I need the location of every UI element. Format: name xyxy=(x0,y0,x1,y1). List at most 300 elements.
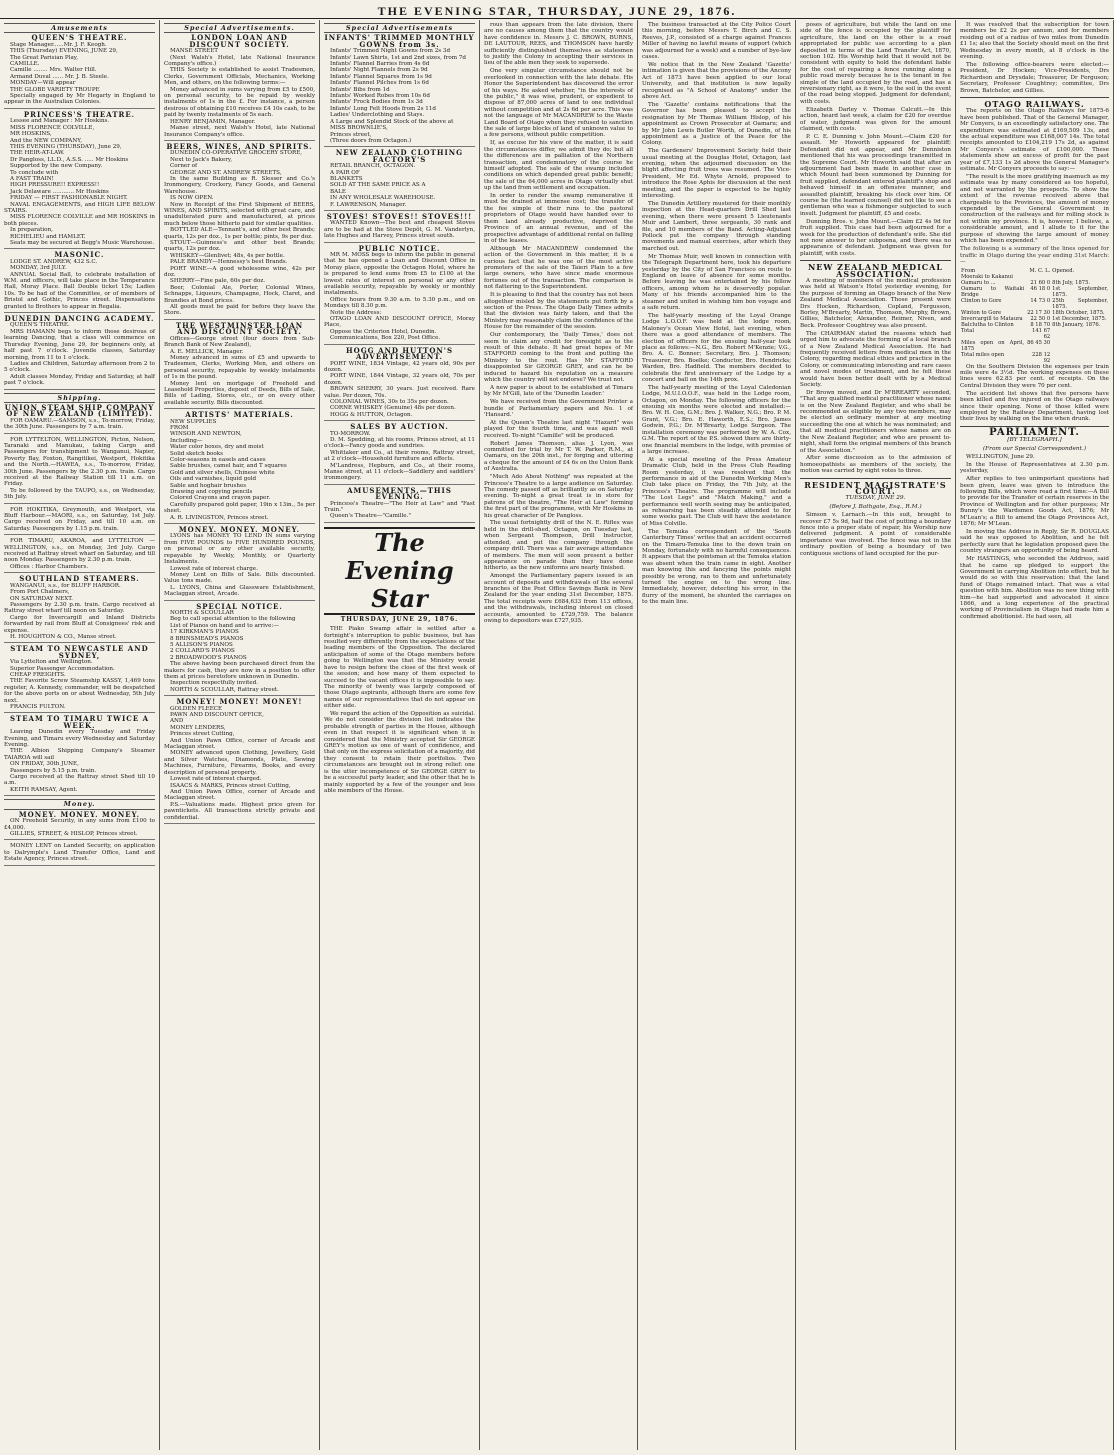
ad-title: SALES BY AUCTION. xyxy=(350,422,449,432)
ad-line: Dr Pangloss, LL.D., A.S.S. ..... Mr Hoskins xyxy=(10,156,129,163)
court-paragraph: poses of agriculture, but while the land on one side of the fence is occupied by the plaintiff for agriculture, the land on the other is a road appropriated for public use according to a plan deposited in terms of the Land Transfer Act, 1870, section 102. His Worship held that it would not be consistent with equity to hold the defendant liable for the cost of repairing a fence running along a public road merely because he is the tenant in fee simple of the land occupied by the road, and has a reversionary right, as it were, to the soil in the event of the road being stopped. Judgment for defendant, with costs. xyxy=(800,22,951,105)
money-ad xyxy=(4,809,155,841)
section-head-special-ads-2: Special Advertisements xyxy=(324,23,475,33)
court-report-continued xyxy=(800,22,951,257)
news-paragraph: The Dunedin Artillery mustered for their monthly inspection at the Head-quarters Drill Shed last evening, when there were present 5 Lieutenants Muir and Lambert, three sergeants, 30 rank and file, and 10 members of the Band. Acting-Adjutant Pollock put the company through standing movements and manual exercises, after which they marched out. xyxy=(642,200,791,252)
ad-title: STEAM TO NEWCASTLE AND SYDNEY, xyxy=(10,644,149,660)
table-cell: 25th September, 1875. xyxy=(1052,297,1108,310)
otago-railways-article-2 xyxy=(960,364,1109,423)
court-paragraph: P. C. E. Dunning v. John Mount.—Claim £20 for assault. Mr Howorth appeared for plaintiff; Defendant did not appear, and Mr Denniston mentioned that his was proceedings transmitted in the Supreme Court. Mr Howorth said that after an adjournment had been made in another case in which Mount had been summoned by Dunning for fruit supplied, defendant entered plaintiff's shop and behaved himself in an offensive manner, and assaulted plaintiff, breaking his clock over him. Of course he (the learned counsel) did not like to see a gentleman who was a fishmonger subjected to such insult. Judgment for plaintiff, £5 and costs. xyxy=(800,133,951,217)
ad-line: H. HOUGHTON & CO., Manse street. xyxy=(10,633,117,640)
special-ads-1 xyxy=(164,35,315,824)
shipping-ad xyxy=(4,507,155,536)
news-paragraph: At a special meeting of the Press Amateur Dramatic Club, held in the Press Club Reading Room yesterday, it was resolved that the performance in aid of the Dunedin Working Men's Club take place on Friday, the 7th July, at the Princess's Theatre. The programme will include "The Lost Legs" and "Match Making," and a performance well worth seeing may be anticipated, as rehearsing has been steadily attended to for some weeks past. The Club will have the assistance of Miss Colville. xyxy=(642,456,791,527)
ad-line: Oppose the Criterion Hotel, Dunedin. xyxy=(330,328,437,335)
ad-line: Beer, Colonial Ale, Porter, Colonial Wines, Schnapps, Liqueurs, Champagne, Hock, Claret, and Brandies at Bond prices. xyxy=(164,284,315,304)
ad-title: MONEY! MONEY! MONEY! xyxy=(176,697,303,707)
article-paragraph: In the House of Representatives at 2.30 p.m. yesterday, xyxy=(960,461,1109,475)
ad-line: To be followed by the TAUPO, s.s., on Wednesday, 5th July. xyxy=(4,487,155,501)
table-cell: 228 12 92 xyxy=(1032,351,1051,364)
section-head-money: Money. xyxy=(4,799,155,809)
ad-line: DUNEDIN CO-OPERATIVE GROCERY STORE, xyxy=(170,150,303,157)
ad-line: Next to Jack's Bakery, xyxy=(170,156,233,163)
article-paragraph: The following office-bearers were elected:—President, Dr Hocken; Vice-Presidents, Drs Richardson and Drysdale; Treasurer, Dr Ferguson; Secretary, Professor Coughtrey; committee, Drs Brown, Batchelor, and Gillies. xyxy=(960,61,1109,94)
ad-title: STOVES! STOVES!! STOVES!!! xyxy=(326,211,473,221)
ad-line: MANSE STREET xyxy=(170,48,219,55)
shipping-ad xyxy=(4,576,155,643)
ad-line: PORT WINE, 1844 Vintage, 32 years old, 70s per dozen. xyxy=(324,373,475,386)
ad-line: 17 KIRKMAN'S PIANOS xyxy=(170,629,239,636)
ad-line: Water color boxes, dry and moist xyxy=(170,444,264,451)
article-paragraph: Our contemporary, the 'Daily Times,' does not seem to claim any credit for foresight as to the result of this debate. It had great hopes of Mr STAFFORD coming to the front and putting the Ministry to the rout. Has Mr STAFFORD disappointed Sir GEORGE GREY, and can he be induced to hazard his reputation on a measure which the country will not endorse? We trust not. xyxy=(484,332,633,383)
article-paragraph: Robert James Thomson, alias J. Lyon, was committed for trial by Mr T. W. Parker, R.M., at Oamaru, on the 20th inst., for forging and uttering a cheque for the amount of £4 6s on the Union Bank of Australia. xyxy=(484,440,633,473)
medical-association-continued xyxy=(960,22,1109,94)
ad-line: Stage Manager......Mr. J. F. Keogh. xyxy=(10,41,107,48)
special-ad xyxy=(324,243,475,345)
ad-line: Armand Duval ...... Mr. J. B. Steele. xyxy=(10,73,109,80)
ad-title: THE WESTMINSTER LOAN AND DISCOUNT SOCIETY. xyxy=(175,320,304,337)
news-paragraph: The half-yearly meeting of the Loyal Orange Lodge L.O.O.F. was held at the lodge room, Maloney's Ocean View Hotel, last evening, when there was a good attendance of members. The election of officers for the ensuing half-year took place as follows:—N.G., Bro. Robert M'Kenzie; V.G., Bro. A. C. Bonner; Secretary, Bro. J. Thomson; Treasurer, Bro. Boelke; Conductor, Bro. Hendricks; Warden, Bro. Hadfield. The members decided to celebrate the first anniversary of the Lodge by a concert and ball on the 14th prox. xyxy=(642,312,791,383)
ad-line: STOUT—Guinness's and other best Brands; quarts, 12s per doz. xyxy=(164,240,315,253)
masthead-title: THE EVENING STAR, THURSDAY, JUNE 29, 1876. xyxy=(377,4,737,18)
column-4 xyxy=(480,20,638,1450)
ad-line: Office hours from 9.30 a.m. to 5.30 p.m., and on Mondays till 8.30 p.m. xyxy=(324,296,475,310)
ad-line: Offices—George street (four doors from Sub-Branch Bank of New Zealand), xyxy=(164,335,315,349)
special-ad xyxy=(324,150,475,211)
ad-line: FROM xyxy=(170,424,189,431)
ad-line: WANGANUI, s.s., for BLUFF HARBOR. xyxy=(10,582,121,589)
special-ad xyxy=(324,345,475,421)
amusement-ad xyxy=(4,316,155,389)
ad-title: STEAM TO TIMARU TWICE A WEEK. xyxy=(9,714,150,730)
ad-line: A FAST TRAIN! xyxy=(10,175,54,182)
ad-line: WANTED Known—The best and cheapest Stoves are to be had at the Stove Depôt, G. M. Vanderlyn, late Hughes and Harvey, Princes street south. xyxy=(324,220,475,240)
ad-line: THIS EVENING (THURSDAY), June 29, xyxy=(10,143,122,150)
article-paragraph: It was resolved that the subscription for town members be £2 2s per annum, and for members residing out of a radius of two miles from Dunedin £1 1s; also that the Society should meet on the first Wednesday in every month, at 8 o'clock in the evening. xyxy=(960,22,1109,61)
ad-line: Solid sketch books xyxy=(170,450,224,457)
ad-line: WINSOR AND NEWTON, xyxy=(170,431,242,438)
table-cell: Oamaru to ... xyxy=(961,279,996,286)
ad-line: BLANKETS xyxy=(330,175,363,182)
ad-line: F. LAWRENSON, Manager. xyxy=(330,201,407,208)
ad-line: Princes street Cutting, xyxy=(170,731,235,738)
ad-line: Whittaker and Co., at their rooms, Rattray street, at 2 o'clock—Household furniture and effects. xyxy=(324,449,475,463)
court-paragraph: Dunning Bros. v. John Mount.—Claim £2 4s 9d for fruit supplied. This case had been adjourned for a week for the production of defendant's wife. She did not now answer to her subpoena, and there was no appearance of defendant. Judgment was given for plaintiff, with costs. xyxy=(800,218,951,257)
ad-line: Lowest rate of interest charge. xyxy=(170,565,258,572)
news-paragraph: The Temuka correspondent of the 'South Canterbury Times' writes that an accident occurred on the Timaru-Temuka line to the down train on Monday, fortunately with no harmful consequences. It appears that the pointsman at the Temuka station was absent when the train came in sight. Another man knowing this and fancying the points might possibly be wrong, ran to them and unfortunately turned the engine on to the wrong line. Immediately, however, detecting his error, in the flurry of the moment, he shunted the carriages on to the main line. xyxy=(642,528,791,606)
article-paragraph: A new paper is about to be established at Timaru by Mr M'Gill, late of the 'Dunedin Leader.' xyxy=(484,384,633,398)
ad-line: ON SATURDAY NEXT. xyxy=(10,595,73,602)
ad-line: The Great Parisian Play, xyxy=(10,54,79,61)
ad-line: CHEAP FREIGHTS. xyxy=(10,671,66,678)
article-paragraph: After replies to two unimportant questions had been given, leave was given to introduce the following Bills, which were read a first time:—A Bill to provide for the Transfer of certain reserves in the Province of Wellington and for other purposes; Mr Bunny's the Wardsmen Goods Act, 1876; Mr M'Lean's; a Bill to amend the Otago Provinces Act, 1876; Mr M'Lean. xyxy=(960,476,1109,528)
ad-line: Money lent on mortgage of Freehold and Leasehold Properties, deposit of Deeds, Bills of Sale, Bills of Lading, Stores, etc., or on every other available security. Bills discounted. xyxy=(164,380,315,406)
ad-line: Lowest rate of interest charged. xyxy=(170,776,262,783)
article-paragraph: The accident list shows that five persons have been killed and five injured on the Otago railways since their opening. None of those killed were employed by the Railway Department, having lost their lives by walking on the line when drunk. xyxy=(960,390,1109,423)
section-head-shipping: Shipping. xyxy=(4,393,155,403)
ad-line: THIS Society is established to assist Tradesmen, Clerks, Government Officials, Mechanics, Working Men, and others, on the following terms:— xyxy=(164,67,315,87)
shipping-ad xyxy=(4,402,155,434)
ad-line: 2 BROADWOOD'S PIANOS xyxy=(170,654,247,661)
ad-title: INFANTS' TRIMMED MONTHLY GOWNS from 3s. xyxy=(324,33,475,49)
ad-line: HIGH PRESSURE!! EXPRESS!! xyxy=(10,182,100,189)
ad-line: Seats may be secured at Begg's Music Warehouse. xyxy=(10,240,155,246)
table-row xyxy=(960,322,1109,328)
table-cell xyxy=(1051,352,1109,364)
table-cell: Miles open on April, 1875 xyxy=(961,339,1025,352)
ad-line: Superior Passenger Accommodation. xyxy=(10,665,115,672)
amusement-ad xyxy=(4,35,155,108)
special-ad xyxy=(324,485,475,523)
ad-line: Cargo for Invercargill and Inland Districts forwarded by rail from Bluff at Consignees' risk and expense. xyxy=(4,614,155,634)
ad-line: MONEY LENDERS, xyxy=(170,724,226,731)
table-cell: Total xyxy=(961,327,975,334)
local-news xyxy=(642,22,791,606)
ad-line: RETAIL BRANCH, OCTAGON. xyxy=(330,163,416,170)
amusements-ads xyxy=(4,35,155,389)
ad-line: Jack Delaware ............ Mr Hoskins xyxy=(10,188,109,195)
ad-line: MISS FLORENCE COLVILLE, xyxy=(10,124,95,131)
ad-line: TO-MORROW. xyxy=(330,430,371,437)
ad-line: All goods must be paid for before they leave the Store. xyxy=(164,304,315,317)
rm-court-date: TUESDAY, JUNE 29. xyxy=(845,495,906,502)
ad-title: UNION STEAM SHIP COMPANY OF NEW ZEALAND (LIMITED). xyxy=(4,402,155,419)
ad-line: And the NEW COMPANY, xyxy=(10,137,82,144)
shipping-ad xyxy=(4,716,155,796)
special-ad xyxy=(324,211,475,243)
ad-line: Supported by the new Company. xyxy=(10,163,103,170)
table-cell: Winton to Gore xyxy=(961,309,1002,316)
ad-line: MISS FLORENCE COLVILLE and MR HOSKINS in both pieces. xyxy=(4,214,155,227)
table-cell: From xyxy=(961,267,976,274)
ad-line: WHISKEY—Glenlivet; 48s, 4s per bottle. xyxy=(170,252,285,259)
news-paragraph: The business transacted at the City Police Court this morning, before Messrs T. Birch and C. S. Reeves, J.P., consisted of a charge against Frances Miller of having no lawful means of support (which was adjourned for a week) and a number of bye-law cases. xyxy=(642,22,791,61)
ad-line: GILLIES, STREET, & HISLOP, Princes street. xyxy=(10,830,138,837)
medical-association-article xyxy=(800,278,951,475)
ad-line: Infants' Flannel Squares from 1s 9d xyxy=(330,73,432,80)
ad-line: MR HOSKINS, xyxy=(10,131,52,138)
ad-line: A. E. MELLICK, Manager. xyxy=(170,348,244,355)
ad-title: PRINCESS'S THEATRE. xyxy=(23,109,136,119)
column-5 xyxy=(638,20,796,1450)
column-2 xyxy=(160,20,320,1450)
money-ads xyxy=(4,809,155,866)
section-head-amusements: Amusements xyxy=(4,23,155,33)
article-paragraph: At the Queen's Theatre last night "Hazard" was played for the fourth time, and was again well received. To-night "Camille" will be produced. xyxy=(484,419,633,439)
parliament-headline: PARLIAMENT. xyxy=(989,426,1080,438)
ad-line: PALE BRANDY—Hennessy's best Brands. xyxy=(170,259,288,266)
ad-line: QUEEN'S THEATRE. xyxy=(10,322,70,329)
ad-line: ON Freehold Security, in any sums from £100 to £4,000. xyxy=(4,818,155,831)
table-row xyxy=(960,310,1109,316)
article-paragraph: Dr Brown moved, and Dr M'BREARTY seconded, "That any qualified medical practitioner whose name is on the New Zealand Register, and who shall be recommended as eligible by any two members, may be elected an ordinary member at any meeting succeeding the one at which he was nominated; and that all medical practitioners whose names are on the New Zealand Register, and who are present to-night, shall form the original members of this branch of the Association." xyxy=(800,389,951,454)
table-row xyxy=(960,298,1109,310)
ad-line: Princess's Theatre—"The Heir at Law" and "Fast Train." xyxy=(324,500,475,514)
ad-line: A Large and Splendid Stock of the above at xyxy=(330,118,454,125)
ad-line: Corner of xyxy=(170,163,198,170)
ad-line: Sable and hoghair brushes xyxy=(170,482,247,489)
ad-line: Beg to call special attention to the following xyxy=(170,616,296,623)
ad-line: CORNE WHISKEY (Genuine) 48s per dozen. xyxy=(330,405,456,412)
ad-line: Infants' Trimmed Night Gowns from 2s 3d xyxy=(330,48,451,55)
shipping-ad xyxy=(4,646,155,713)
ad-line: Including— xyxy=(170,437,203,444)
table-cell: Clinton to Gore xyxy=(961,297,1002,304)
court-paragraph: Elizabeth Darley v. Thomas Calcutt.—In this action, heard last week, a claim for £20 for overdue of water, judgment was given for the amount claimed, with costs. xyxy=(800,106,951,132)
table-row xyxy=(960,316,1109,322)
news-paragraph: Mr Thomas Muir, well known in connection with the Telegraph Department here, took his departure yesterday by the City of San Francisco on route to England on leave of absence for some months. Before leaving he was entertained by his fellow officers, among whom he is deservedly popular. Many of his friends accompanied him to the steamer and united in wishing him bon voyage and a safe return. xyxy=(642,253,791,311)
ad-line: Camille ........ Mrs. Walter Hill. xyxy=(10,67,97,74)
table-cell: 18th October, 1875. xyxy=(1052,309,1105,316)
ad-line: 2 COLLARD'S PIANOS xyxy=(170,648,235,655)
ad-line: NAVAL ENGAGEMENTS, and HIGH LIFE BELOW STAIRS. xyxy=(4,201,155,214)
ad-line: GOLDEN FLEECE xyxy=(170,705,223,712)
special-ad xyxy=(164,527,315,600)
ad-line: ANNUAL Social Ball, to celebrate installation of W.M. and officers, will take place in the Temperance Hall, Moray Place. Ball Double ticket 15s; Ladies 10s. To be had of the Committee, or of members of Bristol and Gothic, Princes street. Dispensations granted to Brothers to appear in Regalia. xyxy=(4,271,155,310)
ad-line: 8 BRINSMEAD'S PIANOS xyxy=(170,635,244,642)
table-row xyxy=(960,352,1109,364)
ad-line: Infants' Bibs from 1d xyxy=(330,86,390,93)
ad-line: BROWN SHERRY, 30 years. Just received. Rare value. Per dozen, 70s. xyxy=(324,386,475,399)
railway-table-intro: The following is a summary of the lines opened for traffic in Otago during the year ending 31st March:— xyxy=(960,246,1109,266)
medical-association-headline: NEW ZEALAND MEDICAL ASSOCIATION. xyxy=(807,262,944,279)
table-cell xyxy=(1051,328,1109,340)
table-cell: 8 18 70 xyxy=(1030,321,1051,328)
ad-title: PUBLIC NOTICE. xyxy=(358,243,441,253)
ad-title: SPECIAL NOTICE. xyxy=(196,601,283,611)
ad-line: Specially engaged by Mr Hegarty in England to appear in the Australian Colonies. xyxy=(4,93,155,106)
ad-line: CAMILLE. xyxy=(10,61,40,68)
ad-title: SOUTHLAND STEAMERS. xyxy=(19,574,140,584)
ad-line: THE GLOBE VARIETY TROUPE xyxy=(10,86,100,93)
ad-title: NEW ZEALAND CLOTHING FACTORY'S xyxy=(335,148,464,164)
ad-line: Passengers by 5.15 p.m. train. xyxy=(10,767,97,774)
ad-line: OTAGO LOAN AND DISCOUNT OFFICE, Moray Place, xyxy=(324,316,475,329)
shipping-ads xyxy=(4,402,155,796)
article-paragraph: If, as excuse for his view of the matter, it is said the circumstances differ, we admit they do; but all the differences are in palliation of the Northern transaction, and condemnatory of the course he himself adopted. The sale of the swamp included conditions on which depended great public benefit; the sale of the 64,000 acres in Otago virtually shut up the land from settlement and occupation. xyxy=(484,140,633,192)
ad-line: Queen's Theatre—"Camille." xyxy=(330,513,411,520)
table-cell: 8th July, 1875. xyxy=(1052,279,1091,286)
article-paragraph: "The result is the more gratifying inasmuch as my estimate was by many considered as too hopeful, and not warranted by the prospects. To show the extent of the revenue received above that chargeable to the Provinces, the amount of money expended by the General Government in construction of the railways and for rolling stock is not within my province. It is, however, I believe, a considerable amount, and I allude to it for the purpose of showing the large amount of money which has been expended." xyxy=(960,173,1109,244)
article-paragraph: The CHAIRMAN stated the reasons which had urged him to advocate the forming of a local branch of a New Zealand Medical Association. He had frequently received letters from medical men in the Colony, regarding medical ethics and practice in the Colony, or communicating interesting and rare cases and novel modes of treatment, and he felt these would have been better dealt with by a Medical Society. xyxy=(800,330,951,388)
leader-article xyxy=(324,626,475,794)
ad-line: SHERRY—Fine pale, 60s per doz. xyxy=(170,278,266,285)
table-cell: M. C. L. xyxy=(1029,267,1051,274)
table-cell: Oamaru to Waitaki Bridge xyxy=(961,285,1025,298)
special-ad xyxy=(164,699,315,824)
rm-court-magistrate: (Before J. Bathgate, Esq., R.M.) xyxy=(829,503,922,510)
ad-line: Sable brushes, camel hair, and T squares xyxy=(170,463,287,470)
ad-line: Cargo received at the Rattray street Shed till 10 a.m. xyxy=(4,774,155,787)
ad-line: IS NOW OPEN. xyxy=(170,195,214,202)
ad-line: HOGG & HUTTON, Octagon. xyxy=(330,411,413,418)
parliament-telegraph: [BY TELEGRAPH.] xyxy=(1007,437,1062,444)
table-cell: 46 18 0 xyxy=(1030,285,1051,292)
table-cell: Opened. xyxy=(1052,267,1075,274)
newspaper-nameplate: The Evening Star xyxy=(324,527,475,615)
ad-line: To conclude with xyxy=(10,169,59,176)
article-paragraph: THE Piako Swamp affair is settled after a fortnight's interruption to public business, but has resulted very differently from the expectations of the leading members of the Opposition. The declared anticipation of some of the Otago members before going to Wellington was that the Ministry would have to resign before the close of the first week of the session; and how many of them expected to succeed to the vacant offices it is impossible to say. The minority of twenty was largely composed of those Otago aspirants, although there are some few names of our representatives that do not appear on either side. xyxy=(324,626,475,710)
ad-line: Inspection respectfully invited. xyxy=(170,680,259,687)
ad-line: (Three doors from Octagon.) xyxy=(330,137,412,144)
table-row xyxy=(960,286,1109,298)
ad-line: P.S.—Valuations made. Highest price given for pawntickets. All transactions strictly private and confidential. xyxy=(164,801,315,821)
ad-line: (Next Walsh's Hotel, late National Insurance Company's office.) xyxy=(164,54,315,68)
table-cell: Invercargill to Mataura xyxy=(961,315,1023,322)
money-ad xyxy=(4,843,155,865)
article-paragraph: Although Mr MACANDREW condemned the action of the Government in this matter, it is a curious fact that he was one of the most active promoters of the sale of the Taieri Plain to a few large owners, who have since made enormous fortunes out of the transaction. The comparison is not flattering to the Superintendent. xyxy=(484,245,633,291)
ad-line: BALE xyxy=(330,188,346,195)
ad-line: AND xyxy=(170,718,184,725)
ad-line: FOR LYTTELTON, WELLINGTON, Picton, Nelson, Taranaki and Manukau, taking Cargo and Passengers for transhipment to Wanganui, Napier, Poverty Bay, Foxton, Rangitikei, Westport, Hokitika and the North.—HAWEA, s.s., To-morrow, Friday, 30th June. Passengers by the 2.30 p.m. train. Cargo received at the Railway Station till 11 a.m. on Friday. xyxy=(4,436,155,488)
column-7 xyxy=(956,20,1114,1450)
special-ad xyxy=(164,35,315,141)
parliament-article xyxy=(960,454,1109,620)
ad-line: Gold and silver shells, Chinese white xyxy=(170,469,275,476)
ad-line: Lessee and Manager : Mr Hoskins. xyxy=(10,118,110,125)
ad-line: THE Favorite Screw Steamship KASSY, 1,469 tons register, A. Kennedy, commander, will be despatched for the above ports on or about Wednesday, 5th July next. xyxy=(4,678,155,704)
rm-court-headline: RESIDENT MAGISTRATE'S COURT. xyxy=(804,479,947,497)
amusement-ad xyxy=(4,109,155,250)
ad-line: LODGE ST. ANDREW, 432 S.C. xyxy=(10,258,98,265)
ad-line: Colored Crayons and crayon paper. xyxy=(170,495,271,502)
article-paragraph: After some discussion as to the admission of homoeopathists as members of the society, the motion was carried by eight votes to three. xyxy=(800,455,951,475)
ad-line: FRANCIS FULTON. xyxy=(10,704,66,710)
article-paragraph: It is pleasing to find that the country has not been altogether misled by the statements put forth by a section of the Press. The Otago Daily Times admits that the division was fairly taken, and that the Ministry may reasonably claim the confidence of the House for the remainder of the session. xyxy=(484,292,634,331)
ad-line: MONDAY—Will appear xyxy=(10,80,76,87)
ad-line: Leaving Dunedin every Tuesday and Friday Evening, and Timaru every Wednesday and Saturday Evening. xyxy=(4,729,155,749)
ad-line: PORT WINE, 1834 Vintage, 42 years old, 90s per dozen. xyxy=(324,360,475,373)
ad-line: FOR TIMARU, AKAROA, and LYTTELTON — WELLINGTON, s.s., on Monday, 3rd July. Cargo received at Rattray street wharf on Saturday, and till noon Monday. Passengers by 2.30 p.m. train. xyxy=(4,538,155,564)
ad-line: FRIDAY — FIRST FASHIONABLE NIGHT. xyxy=(10,195,128,202)
ad-line: Manse street, next Walsh's Hotel, late National Insurance Company's office. xyxy=(164,125,315,138)
article-paragraph: "Much Ado About Nothing" was repeated at the Princess's Theatre to a large audience on Saturday. The comedy passed off as brilliantly as on Saturday evening. To-night a great treat is in store for patrons of the theatre, "The Heir at Law" forming the first part of the programme, with Mr Hoskins in his great character of Dr Pangloss. xyxy=(484,474,633,519)
ad-title: DUNEDIN DANCING ACADEMY. xyxy=(4,314,155,324)
table-cell: 1st September, 1875. xyxy=(1052,285,1108,298)
ad-line: A PAIR OF xyxy=(330,169,360,176)
ad-line: SOLD AT THE SAME PRICE AS A xyxy=(330,182,426,189)
parliament-correspondent: (From our Special Correspondent.) xyxy=(982,445,1087,452)
table-cell: 22 17 30 xyxy=(1027,309,1051,316)
article-paragraph: The usual fortnightly drill of the N. E. Rifles was held in the drill-shed, Octagon, on Tuesday last, when Sergeant Thompson, Drill Instructor, attended, and put the company through the company drill. There was a fair average attendance of members. The men will soon present a better appearance on parade than they have done hitherto, as the new uniforms are nearly finished. xyxy=(484,520,633,572)
ad-line: Money advanced in sums of £5 and upwards to Tradesmen, Clerks, Working Men, and others on personal security, repayable by weekly instalments of 1s in the pound. xyxy=(164,354,315,381)
ad-title: HOGG AND HUTTON'S ADVERTISEMENT. xyxy=(345,345,454,362)
shipping-ad xyxy=(4,538,155,573)
ad-line: In preparation, xyxy=(10,227,53,234)
ad-line: MISS BROWNLIE'S, xyxy=(330,125,388,132)
ad-line: RICHELIEU and HAMLET. xyxy=(10,233,86,240)
ad-line: M'Landress, Hepburn, and Co., at their rooms, Manse street, at 11 o'clock—Saddlery and saddlers' ironmongery. xyxy=(324,462,475,482)
ad-title: ARTISTS' MATERIALS. xyxy=(185,410,294,420)
table-row xyxy=(960,328,1109,340)
table-cell xyxy=(1051,340,1109,352)
ad-line: The above having been purchased direct from the makers for cash, they are now in a position to offer them at prices heretofore unknown in Dunedin. xyxy=(164,661,315,680)
ad-line: HENRY BENJAMIN, Manager. xyxy=(170,118,256,125)
ad-line: Color-seasons in easels and cases xyxy=(170,457,266,463)
article-paragraph: Amongst the Parliamentary papers issued is an account of deposits and withdrawals of the several branches of the Post Office Savings Bank in New Zealand for the year ending 31st December, 1875. The total receipts were £684,633 from 113 offices, and the withdrawals, including interest on closed accounts, amounted to £729,759. The balance owing to depositors was £727,935. xyxy=(484,573,633,625)
article-paragraph: On the Southern Division the expenses per train mile were 4s 3½d. The working expenses on these lines were 62.83 per cent. of receipts. On the Central Division they were 70 per cent. xyxy=(960,363,1109,389)
table-cell: 141 67 62 xyxy=(1032,327,1051,340)
special-ad xyxy=(164,412,315,524)
ad-line: Drawing and copying pencils xyxy=(170,489,253,496)
railway-lines-table xyxy=(960,268,1109,364)
ad-line: Passengers by 2.30 p.m. train. Cargo received at Rattray street wharf till noon on Saturday. xyxy=(4,601,155,615)
table-cell: 21 60 0 xyxy=(1030,279,1051,286)
ad-line: MR M. MOSS begs to inform the public in general that he has opened a Loan and Discount Office in Moray place, opposite the Octagon Hotel, where he is prepared to lend sums from £5 to £100 at the lowest rates of interest on personal or any other available security, repayable by weekly or monthly instalments. xyxy=(324,252,475,297)
otago-railways-headline: OTAGO RAILWAYS. xyxy=(984,98,1085,109)
ad-line: And Union Pawn Office, corner of Arcade and Maclaggan street. xyxy=(164,788,315,802)
news-paragraph: The half-yearly meeting of the Loyal Caledonian Lodge, M.U.I.O.O.F., was held in the Lodge room, Octagon, on Monday. The following officers for the ensuing six months were elected and installed:—Bro. W. H. Cox, G.M.; Bro. J. Walker, N.G.; Bro. P. M. Grant, V.G.; Bro. E. Haworth, E.S.; Bro. James Godwin, P.G.; Dr. M'Brearty, Lodge Surgeon. The installation ceremony was performed by W. A. Cox, G.M. The report of the P.S. showed there are thirty-one financial members in the lodge, with promise of a large increase. xyxy=(642,384,791,455)
ad-line: List of Pianos on hand and to arrive:— xyxy=(170,622,279,629)
article-paragraph: A meeting of members of the medical profession was held at Watson's Hotel yesterday evening, for the purpose of forming an Otago branch of the New Zealand Medical Association. Those present were Drs Hocken, Richardson, Copland, Fergusson, Borley, M'Brearty, Martin, Thomson, Murphy, Brown, Gillies, Batchelor, Alexander, Reimer, Niven, and Beck. Professor Coughtrey was also present. xyxy=(800,277,951,329)
ad-line: IN ANY WHOLESALE WAREHOUSE. xyxy=(330,195,436,202)
ad-line: D. M. Spedding, at his rooms, Princes street, at 11 o'clock—Fancy goods and sundries. xyxy=(324,436,475,450)
ad-line: Infants' Night Flannels from 2s 9d xyxy=(330,67,428,74)
ad-line: Infants' Flannel Pilches from 1s 6d xyxy=(330,80,429,87)
ad-line: Now in Receipt of the First Shipment of BEERS, WINES, AND SPIRITS, selected with great care, and unadulterated pure and manufactured, at prices much below those hitherto paid for similar qualities. xyxy=(164,201,315,227)
ad-line: COLONIAL WINES, 30s to 35s per dozen. xyxy=(330,398,449,405)
ad-line: Infants' Worked Robes from 10s 6d xyxy=(330,93,430,100)
ad-line: FOR HOKITIKA, Greymouth, and Westport, via Bluff Harbour.—MAORI, s.s., on Saturday, 1st July. Cargo received on Friday, and till 10 a.m. on Saturday. Passengers by 1.15 p.m. train. xyxy=(4,506,155,532)
special-ad xyxy=(324,35,475,147)
ad-title: MONEY. MONEY. MONEY. xyxy=(18,809,141,819)
ad-line: Ladies' Underclothing and Stays. xyxy=(330,112,425,119)
article-paragraph: We regard the action of the Opposition as suicidal. We do not consider the division list indicates the probable strength of parties in the House, although even in that respect it is significant when it is considered that the Ministry accepted Sir GEORGE GREY's motion as one of want of confidence, and that only on the express solicitation of a majority, did they consent to retain their portfolios. Two circumstances are brought out in strong relief: one is the utter incompetence of Sir GEORGE GREY to be a successful party leader, and the other that he is mainly supported by a few of the younger and less able members of the House. xyxy=(324,711,475,794)
leader-dateline: THURSDAY, JUNE 29, 1876. xyxy=(340,615,459,623)
ad-line: From Port Chalmers, xyxy=(10,589,70,596)
otago-railways-article xyxy=(960,108,1109,244)
article-paragraph: One very singular circumstance should not be overlooked in connection with the late debate. His Honor the Superintendent has discovered the error of his ways. He asked whether, "in the interests of the public," it was wise, prudent, or expedient to dispose of 87,000 acres of land to one individual without competition and at 2s 6d per acre. This was not the language of Mr MACANDREW to the Waste Land Board of Otago when they refused to sanction the sale of large blocks of land of unknown value to a few persons, without public competition. xyxy=(484,68,633,139)
table-cell: Balclutha to Clinton xyxy=(961,321,1014,328)
court-paragraph: Simson v. Larnach.—In this suit, brought to recover £7 5s 9d, half the cost of putting a boundary fence into a proper state of repair, his Worship now delivered judgment. A point of considerable importance was involved. The fence was not in the ordinary position of being a boundary of two contiguous sections of land occupied for the pur- xyxy=(800,512,951,557)
special-ads-2 xyxy=(324,35,475,522)
ad-line: Communications, Box 220, Post Office. xyxy=(330,335,441,342)
section-head-special-ads: Special Advertisements. xyxy=(164,23,315,33)
special-ad xyxy=(164,601,315,697)
ad-line: A. R. LIVINGSTON, Princes street. xyxy=(170,514,269,521)
ad-line: L. LYONS, China and Glassware Establishment, Maclaggan street, Arcade. xyxy=(164,584,315,598)
ad-line: NORTH & SCOULLAR, Rattray street. xyxy=(170,686,279,693)
ad-title: LONDON LOAN AND DISCOUNT SOCIETY. xyxy=(189,33,290,49)
news-paragraph: We notice that in the New Zealand 'Gazette' intimation is given that the provisions of the Ancony Act of 1873 have been applied to our local University, and that institution is now legally recognised as "A School of Anatomy" under the above Act. xyxy=(642,61,791,100)
news-paragraph: The 'Gazette' contains notifications that the Governor has been pleased to accept the resignation by Mr Thomas William Hislop, of his appointment as Crown Prosecutor at Oamaru; and by Mr John Lewis Butler Worth, of Dunedin, of his appointment as a Justice of the Peace for the Colony. xyxy=(642,101,791,147)
ad-line: Ladies and Children, Saturday afternoon from 2 to 5 o'clock. xyxy=(4,360,155,374)
ad-line: Note the Address: xyxy=(330,309,382,316)
column-1 xyxy=(0,20,160,1450)
table-cell: 1st December, 1875. xyxy=(1052,315,1107,322)
ad-line: ON FRIDAY, 30th JUNE, xyxy=(10,761,79,768)
rm-court-article xyxy=(800,512,951,557)
article-paragraph: In moving the Address in Reply, Sir R. DOUGLAS said he was opposed to Abolition, and he felt perfectly sure that he legislation proposed gave the country strangers an opportunity of being heard. xyxy=(960,528,1109,555)
ad-line: LYONS has MONEY TO LEND IN sums varying from FIVE POUNDS to FIVE HUNDRED POUNDS, on personal or any other available security, repayable by Weekly, Monthly, or Quarterly Instalments. xyxy=(164,533,315,566)
article-paragraph: In order to render the swamp remunerative it must be drained at immense cost; the transfer of the fee simple of their runs to the pastoral proprietors of Otago would have handed over to them land already productive, deprived the Province of an annual revenue, and of the prospective advantage of additional rental on falling in of the leases. xyxy=(484,193,633,244)
article-paragraph: rous than appears from the late division, there are no causes among them that the country would have confidence in. Messrs J. C. BROWN, BURNS, DE LAUTOUR, REES, and THOMSON have hardly sufficiently distinguished themselves as statesmen to justify the Colony in accepting their services in lieu of the able men they seek to supersede. xyxy=(484,22,633,67)
column-3 xyxy=(320,20,480,1450)
ad-line: THE HEIR-AT-LAW. xyxy=(10,150,65,157)
ad-line: MONDAY, 3rd JULY. xyxy=(10,265,67,272)
ad-line: Carefully prepared gold paper, 19in x 13in., 5s per sheet. xyxy=(164,501,315,515)
column-6 xyxy=(796,20,956,1450)
special-ad xyxy=(324,424,475,485)
ad-line: 5 ALLISON'S PIANOS xyxy=(170,641,233,648)
leader-continuation xyxy=(484,22,633,624)
article-paragraph: Mr HASTINGS, who seconded the Address, said that he came up pledged to support the Government in carrying Abolition into effect, but he would do so with this reservation: that the land fund of Otago remained intact. That was a vital question with him. Abolition was no new thing with him—he had supported and advocated it since 1866, and a long experience of the practical working of Provincialism in Otago had made him a confirmed abolitionist. He had seen, all xyxy=(960,556,1109,620)
ad-line: Via Lyttelton and Wellington. xyxy=(10,659,93,666)
ad-line: In the same Building as R. Slesser and Co.'s Ironmongery, Crockery, Fancy Goods, and General Warehouse. xyxy=(164,175,315,195)
table-row xyxy=(960,280,1109,286)
table-row xyxy=(960,340,1109,352)
ad-title: MONEY. MONEY. MONEY. xyxy=(178,525,301,535)
